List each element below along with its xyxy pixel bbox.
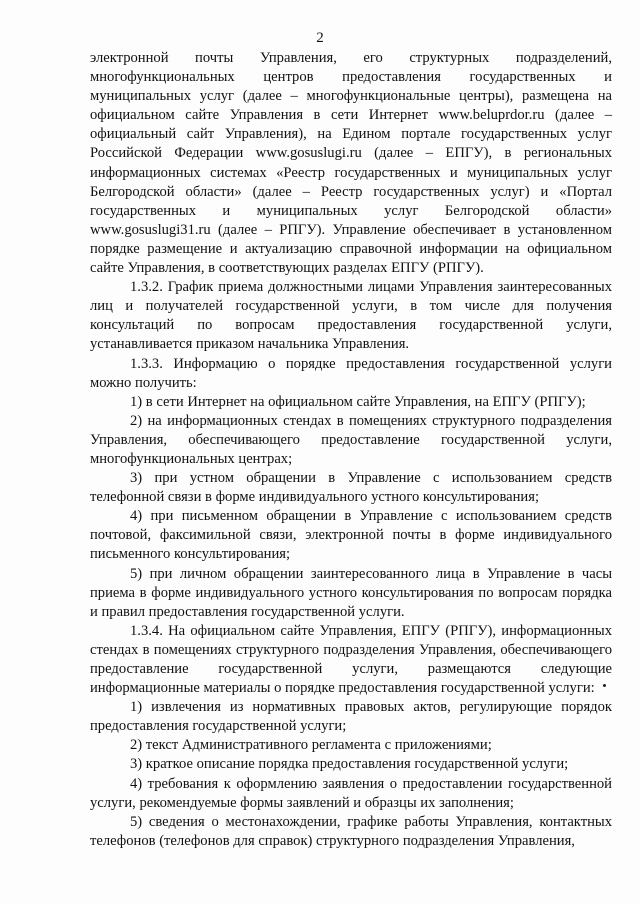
- paragraph: 1.3.4. На официальном сайте Управления, ЕПГУ (РПГУ), информационных стендах в помещениях структурного подразделения Управления, обеспечивающего предоставление государственной услуги, размещаются следующие информационные материалы о порядке предоставления государственной услуги:: [90, 622, 612, 697]
- paragraph: 1.3.2. График приема должностными лицами Управления заинтересованных лиц и получателей государственной услуги, в том числе для получения консультаций по вопросам предоставления государственной услуги, устанавливается приказом начальника Управления.: [90, 279, 612, 353]
- page-number: 2: [316, 30, 324, 46]
- paragraph: электронной почты Управления, его структурных подразделений, многофункциональных центров предоставления государственных и муниципальных услуг (далее – многофункциональные центры), размещена на официальном сайте Управления в сети Интернет www.beluprdor.ru (далее – официальный сайт Управления), на Едином портале государственных услуг Российской Федерации www.gosuslugi.ru (далее – ЕПГУ), в региональных информационных системах «Реестр государственных и муниципальных услуг Белгородской области» (далее – Реестр государственных услуг) и «Портал государственных и муниципальных услуг Белгородской области» www.gosuslugi31.ru (далее – РПГУ). Управление обеспечивает в установленном порядке размещение и актуализацию справочной информации на официальном сайте Управления, в соответствующих разделах ЕПГУ (РПГУ).: [90, 50, 612, 277]
- paragraph: 3) краткое описание порядка предоставления государственной услуги;: [130, 756, 569, 773]
- document-body: [90, 49, 612, 851]
- paragraph: 1.3.3. Информацию о порядке предоставления государственной услуги можно получить:: [90, 355, 612, 391]
- paragraph: 4) при письменном обращении в Управление с использованием средств почтовой, факсимильной связи, электронной почты в форме индивидуального письменного консультирования;: [90, 508, 612, 563]
- paragraph: 2) на информационных стендах в помещениях структурного подразделения Управления, обеспечивающего предоставление государственной услуги, многофункциональных центрах;: [90, 412, 612, 467]
- paragraph: 3) при устном обращении в Управление с использованием средств телефонной связи в форме индивидуального устного консультирования;: [90, 470, 612, 506]
- scan-dot-mark: [603, 684, 606, 687]
- paragraph: 1) извлечения из нормативных правовых актов, регулирующие порядок предоставления государственной услуги;: [90, 699, 612, 735]
- paragraph: 2) текст Административного регламента с приложениями;: [130, 737, 492, 754]
- paragraph: 5) сведения о местонахождении, графике работы Управления, контактных телефонов (телефонов для справок) структурного подразделения Управления,: [90, 813, 612, 849]
- paragraph: 4) требования к оформлению заявления о предоставлении государственной услуги, рекомендуемые формы заявлений и образцы их заполнения;: [90, 775, 612, 811]
- paragraph: 1) в сети Интернет на официальном сайте Управления, на ЕПГУ (РПГУ);: [130, 393, 586, 410]
- paragraph: 5) при личном обращении заинтересованного лица в Управление в часы приема в форме индивидуального устного консультирования по вопросам порядка и правил предоставления государственной услуги.: [90, 565, 612, 620]
